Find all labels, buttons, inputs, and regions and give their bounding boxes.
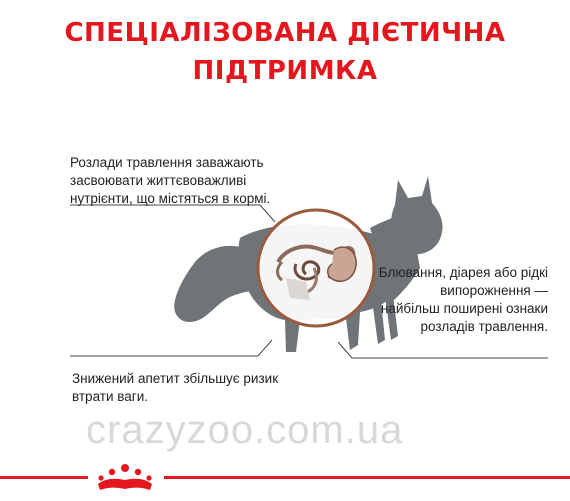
callout-line-right (338, 342, 548, 358)
callout-digestion-nutrients: Розлади травлення заважають засвоювати життєвоважливі нутрієнти, що містяться в кормі. (70, 155, 271, 206)
watermark: crazyzoo.com.ua (86, 408, 404, 452)
title-line-1: СПЕЦІАЛІЗОВАНА ДІЄТИЧНА (64, 18, 506, 48)
callout-appetite-weight: Знижений апетит збільшує ризик втрати ваги. (72, 371, 279, 404)
royal-canin-crown-icon (92, 460, 158, 496)
callout-vomiting-diarrhea: Блювання, діарея або рідкі випорожнення — найбільш поширені ознаки розладів травлення. (378, 265, 548, 334)
title-line-2: ПІДТРИМКА (192, 56, 378, 86)
footer-line-right (164, 476, 570, 479)
footer-line-left (0, 476, 88, 479)
callout-line-bottom-left (70, 340, 272, 356)
digestive-highlight-circle (258, 210, 374, 326)
